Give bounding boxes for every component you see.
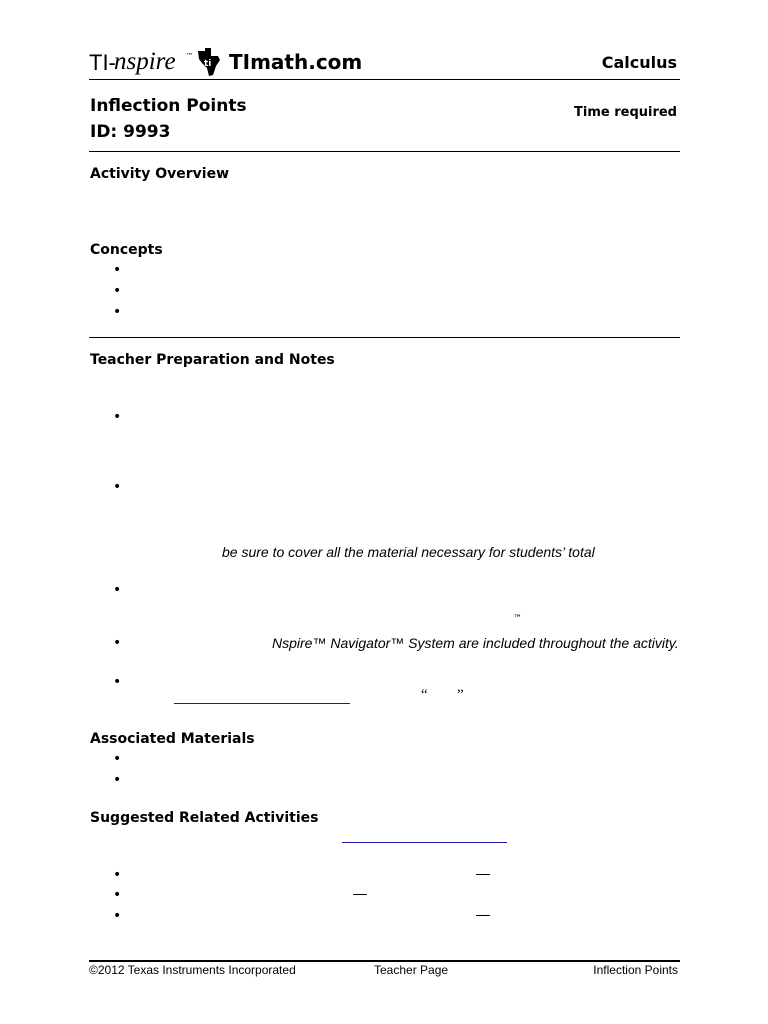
ti-nspire-logo [89, 46, 229, 78]
footer-doc-title: Inflection Points [593, 963, 678, 977]
section-divider [89, 337, 680, 338]
list-item-bullet: • [113, 479, 122, 495]
list-item-bullet: • [113, 674, 122, 690]
time-required-label: Time required [574, 105, 677, 120]
logo-ti-text: TI- [89, 50, 116, 75]
navigator-note: Nspire™ Navigator™ System are included throughout the activity. [272, 635, 679, 651]
teacher-note-italic: be sure to cover all the material necessary for students’ total [222, 544, 595, 560]
section-heading-related: Suggested Related Activities [90, 810, 319, 826]
title-divider [89, 151, 680, 152]
header-divider [89, 79, 680, 80]
section-heading-materials: Associated Materials [90, 731, 255, 747]
list-item-bullet: • [113, 409, 122, 425]
footer-divider [89, 960, 680, 962]
section-heading-overview: Activity Overview [90, 166, 230, 182]
list-item-bullet: • [113, 283, 122, 299]
section-heading-teacher-prep: Teacher Preparation and Notes [90, 352, 335, 368]
quote-open-mark: “ [421, 687, 428, 703]
footer-copyright: ©2012 Texas Instruments Incorporated [89, 963, 296, 977]
trademark-mark: ™ [513, 614, 522, 624]
logo-tm-mark: ™ [186, 52, 193, 60]
activity-id: ID: 9993 [90, 122, 171, 142]
list-item-bullet: • [113, 582, 122, 598]
logo-nspire-text: nspire [114, 48, 176, 75]
list-item-bullet: • [113, 304, 122, 320]
em-dash [353, 894, 367, 895]
list-item-bullet: • [113, 262, 122, 278]
list-item-bullet: • [113, 887, 122, 903]
footer-page-type: Teacher Page [374, 963, 449, 977]
activity-title: Inflection Points [90, 96, 247, 116]
list-item-bullet: • [113, 635, 122, 651]
subject-label: Calculus [601, 53, 677, 72]
quote-close-mark: ” [457, 687, 464, 703]
svg-text:ti: ti [204, 59, 212, 69]
list-item-bullet: • [113, 751, 122, 767]
list-item-bullet: • [113, 867, 122, 883]
list-item-bullet: • [113, 772, 122, 788]
site-name: TImath.com [229, 50, 363, 74]
hyperlink-underline[interactable] [342, 842, 507, 843]
texas-instruments-logo-icon [196, 47, 222, 81]
hyperlink-underline[interactable] [174, 703, 350, 704]
list-item-bullet: • [113, 908, 122, 924]
em-dash [476, 915, 490, 916]
em-dash [476, 874, 490, 875]
section-heading-concepts: Concepts [90, 242, 163, 258]
